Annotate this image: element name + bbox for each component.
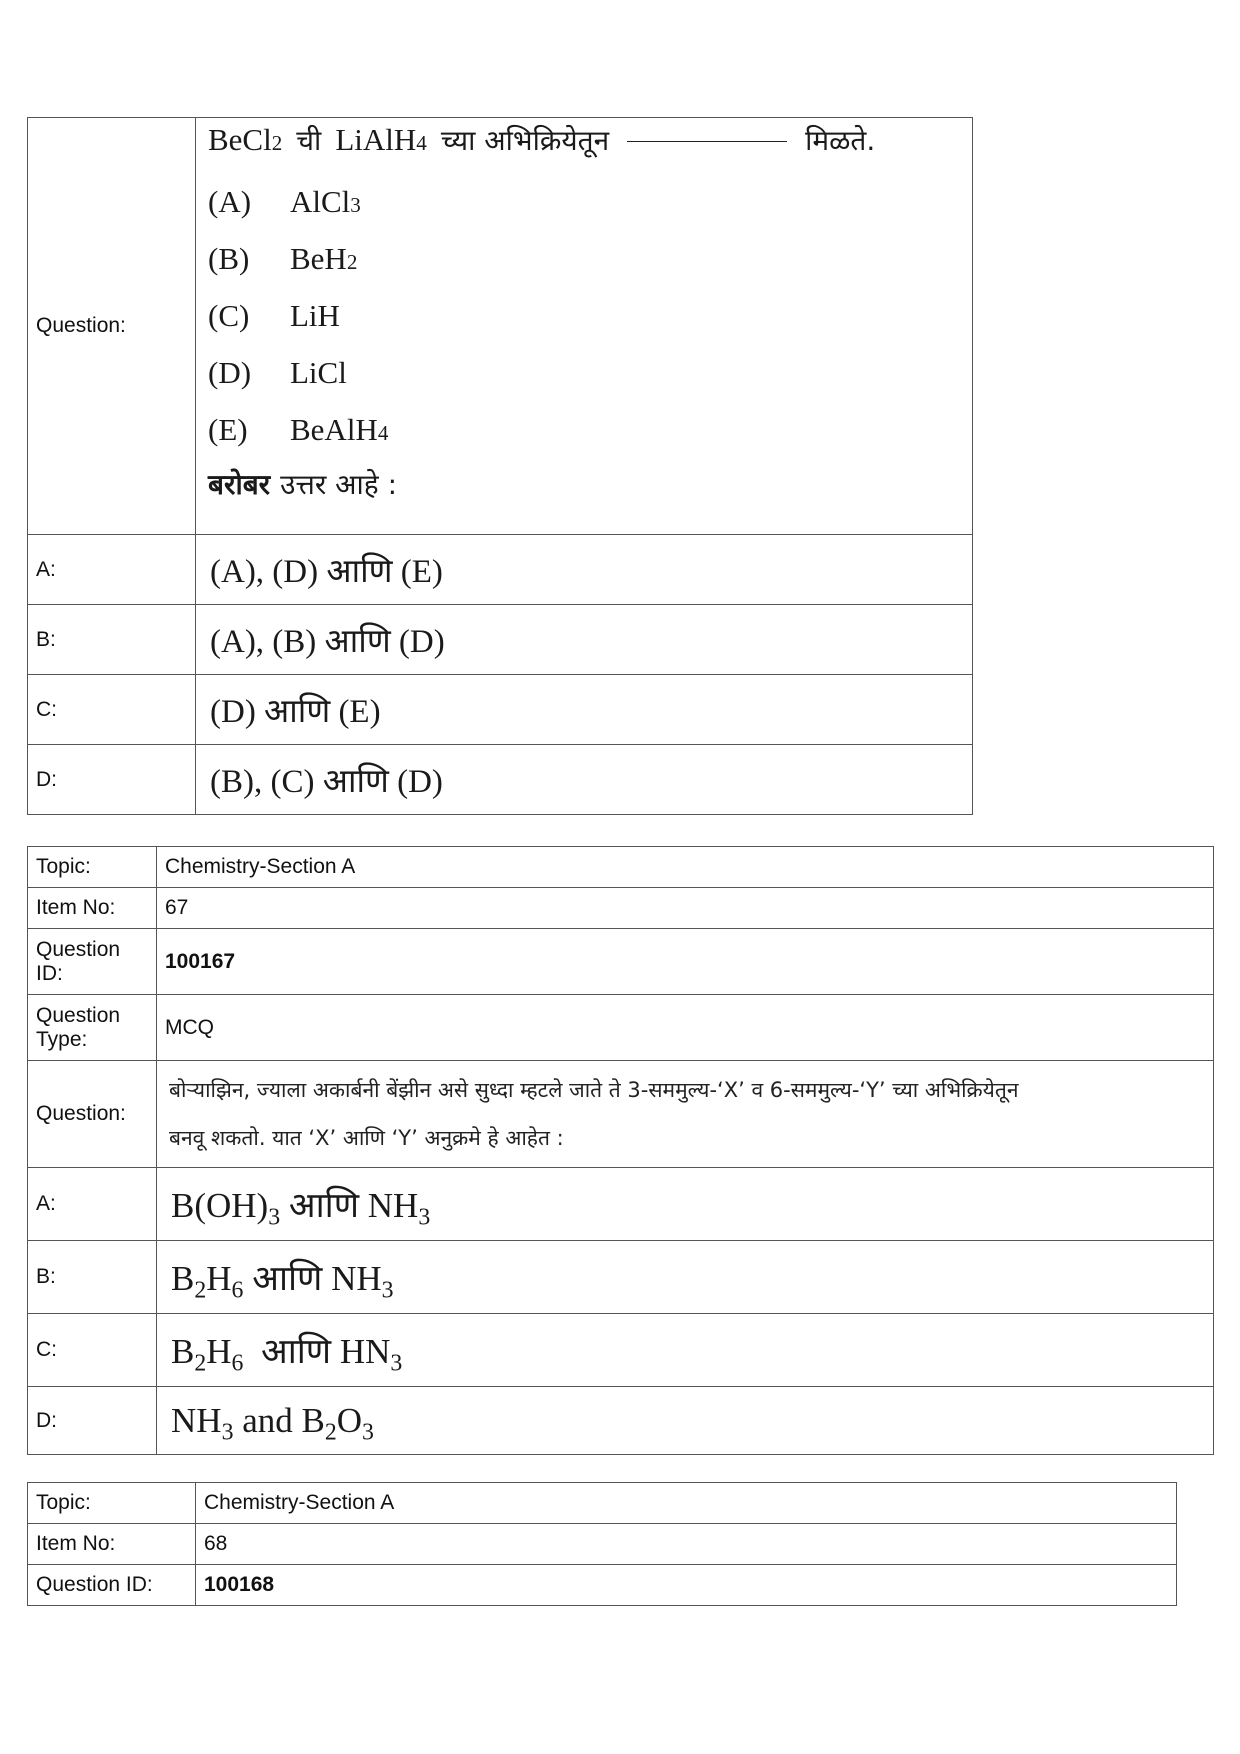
option-row: (E) BeAlH 4 bbox=[208, 412, 389, 447]
choice-label: D: bbox=[28, 745, 196, 815]
choice-label: C: bbox=[28, 1314, 157, 1387]
topic-label: Topic: bbox=[28, 1483, 196, 1524]
answer-prompt: बरोबर उत्तर आहे : bbox=[208, 468, 398, 501]
option-row: (D) LiCl bbox=[208, 355, 347, 390]
topic-value: Chemistry-Section A bbox=[157, 847, 1214, 888]
stem-word: ची bbox=[296, 124, 322, 157]
option-row: (B) BeH 2 bbox=[208, 241, 358, 276]
choice-a-text[interactable]: (A), (D) आणि (E) bbox=[196, 535, 973, 605]
choice-b-text[interactable]: (A), (B) आणि (D) bbox=[196, 605, 973, 675]
choice-label: C: bbox=[28, 675, 196, 745]
question-68-table bbox=[27, 1482, 1177, 1606]
question-type-label: Question Type: bbox=[28, 995, 157, 1061]
item-no-label: Item No: bbox=[28, 888, 157, 929]
question-id-value: 100168 bbox=[196, 1565, 1177, 1606]
question-66-table bbox=[27, 117, 973, 815]
question-text: बोऱ्याझिन, ज्याला अकार्बनी बेंझीन असे सुध्दा म्हटले जाते ते 3-सममुल्य-‘X’ व 6-सममुल्य-‘Y’ च्या अभिक्रियेतून बनवू शकतो. यात ‘X’ आणि ‘Y’ अनुक्रमे हे आहेत : bbox=[157, 1061, 1214, 1168]
choice-d-text[interactable]: $NH_3$ and $B_2O_3$ bbox=[157, 1387, 1214, 1455]
stem-word: मिळते. bbox=[805, 124, 876, 157]
topic-value: Chemistry-Section A bbox=[196, 1483, 1177, 1524]
choice-label: D: bbox=[28, 1387, 157, 1455]
choice-d-text[interactable]: (B), (C) आणि (D) bbox=[196, 745, 973, 815]
choice-label: B: bbox=[28, 1241, 157, 1314]
choice-b-text[interactable]: $B_2H_6$ आणि $NH_3$ bbox=[157, 1241, 1214, 1314]
option-row: (A) AlCl 3 bbox=[208, 184, 361, 219]
stem-line: BeCl 2 ची LiAlH 4 च्या अभिक्रियेतून मिळते. bbox=[208, 122, 876, 157]
choice-label: B: bbox=[28, 605, 196, 675]
question-label: Question: bbox=[28, 118, 196, 535]
topic-label: Topic: bbox=[28, 847, 157, 888]
option-row: (C) LiH bbox=[208, 298, 340, 333]
question-67-table bbox=[27, 846, 1214, 1455]
choice-label: A: bbox=[28, 1168, 157, 1241]
choice-c-text[interactable]: (D) आणि (E) bbox=[196, 675, 973, 745]
stem-word: च्या अभिक्रियेतून bbox=[440, 124, 610, 157]
item-no-value: 68 bbox=[196, 1524, 1177, 1565]
question-id-label: Question ID: bbox=[28, 1565, 196, 1606]
item-no-label: Item No: bbox=[28, 1524, 196, 1565]
question-id-value: 100167 bbox=[157, 929, 1214, 995]
choice-c-text[interactable]: $B_2H_6$ आणि $HN_3$ bbox=[157, 1314, 1214, 1387]
item-no-value: 67 bbox=[157, 888, 1214, 929]
question-label: Question: bbox=[28, 1061, 157, 1168]
choice-label: A: bbox=[28, 535, 196, 605]
question-type-value: MCQ bbox=[157, 995, 1214, 1061]
choice-a-text[interactable]: $B(OH)_3$ आणि $NH_3$ bbox=[157, 1168, 1214, 1241]
compound-lialh4: LiAlH bbox=[335, 122, 417, 157]
question-id-label: Question ID: bbox=[28, 929, 157, 995]
compound-becl2: BeCl bbox=[208, 122, 272, 157]
fill-blank bbox=[627, 141, 787, 142]
question-stem bbox=[196, 118, 973, 535]
